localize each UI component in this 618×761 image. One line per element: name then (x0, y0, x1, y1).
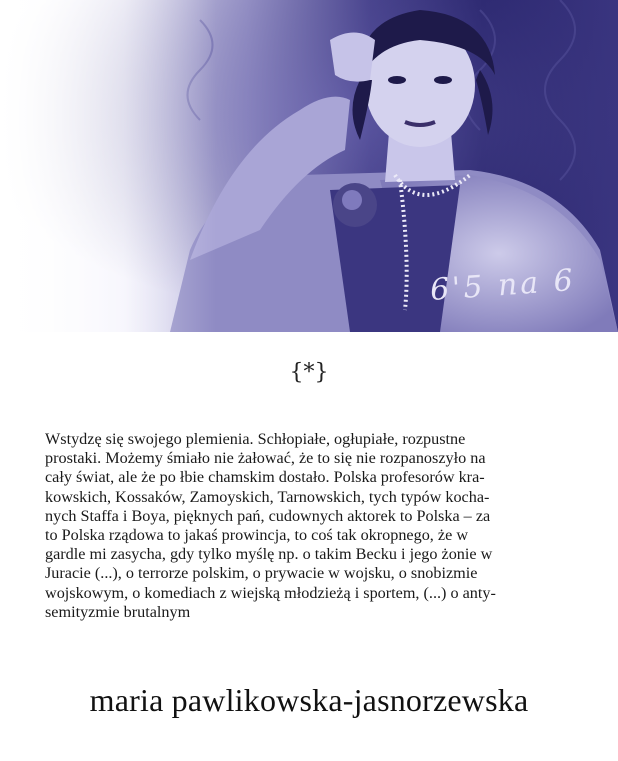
quote-text (45, 430, 590, 622)
quote-line: to Polska rządowa to jakaś prowincja, to coś tak okropnego, że w (45, 526, 469, 545)
quote-line: gardle mi zasycha, gdy tylko myślę np. o takim Becku i jego żonie w (45, 545, 493, 564)
quote-line: prostaki. Możemy śmiało nie żałować, że to się nie rozpanoszyło na (45, 449, 486, 468)
photo-inscription: 6'5 na 6 (428, 262, 577, 309)
quote-line: Juracie (...), o terrorze polskim, o prywacie w wojsku, o snobizmie (45, 564, 478, 583)
author-name: maria pawlikowska-jasnorzewska (89, 682, 529, 718)
portrait-photo (0, 0, 618, 332)
quote-line: Wstydzę się swojego plemienia. Schłopiałe, ogłupiałe, rozpustne (45, 430, 466, 448)
quote-line: kowskich, Kossaków, Zamoyskich, Tarnowskich, tych typów kocha- (45, 487, 490, 506)
quote-line: nych Staffa i Boya, pięknych pań, cudownych aktorek to Polska – za (45, 506, 491, 525)
quote-line: semityzmie brutalnym (45, 602, 191, 621)
quote-line: cały świat, ale że po łbie chamskim dostało. Polska profesorów kra- (45, 468, 485, 487)
ornament-divider: {*} (289, 360, 329, 385)
quote-line: wojskowym, o komediach z wiejską młodzieżą i sportem, (...) o anty- (45, 583, 496, 602)
